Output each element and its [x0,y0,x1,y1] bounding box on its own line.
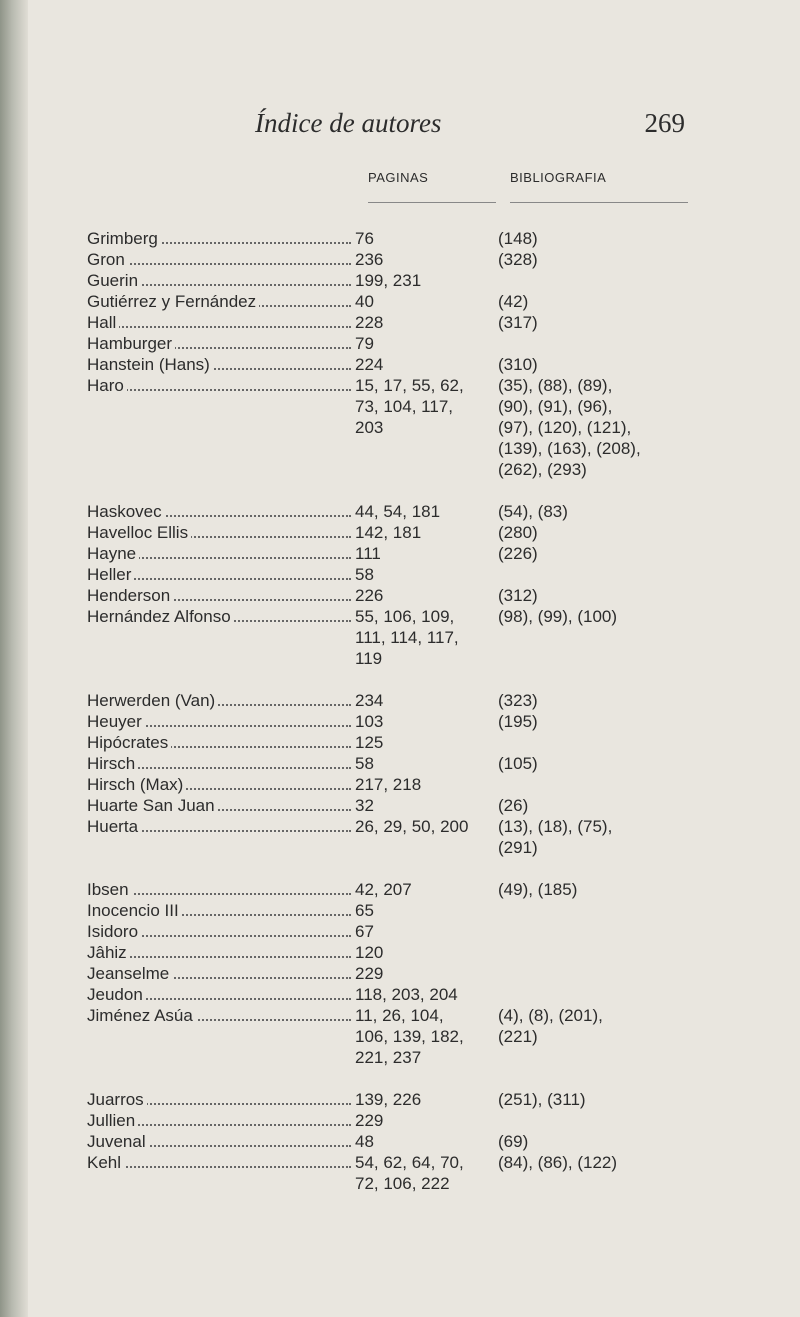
bibliography-references: (328) [498,250,538,269]
page-references: 42, 207 [355,880,412,899]
author-name: Herwerden (Van) [87,690,355,711]
page-references: 236 [355,250,384,269]
page-references: 55, 106, 109, 111, 114, 117, 119 [355,607,459,668]
page-references: 234 [355,691,384,710]
page-references: 125 [355,733,384,752]
index-entry [87,312,697,333]
page-references: 229 [355,1111,384,1130]
bibliography-references: (98), (99), (100) [498,607,618,626]
author-name: Hernández Alfonso [87,606,355,627]
page-references: 65 [355,901,374,920]
author-name: Jeudon [87,984,355,1005]
page-references: 229 [355,964,384,983]
index-entry [87,354,697,375]
bibliography-references: (84), (86), (122) [498,1153,618,1172]
author-name: Jeanselme [87,963,355,984]
bibliography-references: (54), (83) [498,502,568,521]
bibliography-references: (195) [498,712,538,731]
page-header [255,108,685,148]
bibliography-references: (105) [498,754,538,773]
author-name: Heller [87,564,355,585]
bibliography-references: (312) [498,586,538,605]
page-references: 54, 62, 64, 70, 72, 106, 222 [355,1153,464,1193]
page-references: 217, 218 [355,775,422,794]
index-entry [87,963,697,984]
page-references: 120 [355,943,384,962]
index-entry [87,795,697,816]
index-entry [87,1152,697,1194]
page-references: 228 [355,313,384,332]
author-name: Grimberg [87,228,355,249]
column-header-pages: PAGINAS [368,170,429,185]
index-entry [87,585,697,606]
page-references: 32 [355,796,374,815]
index-entry [87,1110,697,1131]
page-references: 103 [355,712,384,731]
bibliography-references: (4), (8), (201), (221) [498,1006,603,1046]
bibliography-references: (280) [498,523,538,542]
index-entry [87,774,697,795]
author-name: Juarros [87,1089,355,1110]
page-references: 11, 26, 104, 106, 139, 182, 221, 237 [355,1006,464,1067]
author-name: Haskovec [87,501,355,522]
index-entry [87,543,697,564]
page-references: 199, 231 [355,271,422,290]
author-name: Kehl [87,1152,355,1173]
bibliography-references: (317) [498,313,538,332]
page-references: 79 [355,334,374,353]
author-name: Haro [87,375,355,396]
dot-leader [87,1166,351,1168]
column-rule-pages [368,202,496,203]
index-entry [87,690,697,711]
index-entry [87,501,697,522]
page-references: 226 [355,586,384,605]
author-name: Hall [87,312,355,333]
bibliography-references: (49), (185) [498,880,578,899]
author-name: Jullien [87,1110,355,1131]
page-references: 15, 17, 55, 62, 73, 104, 117, 203 [355,376,464,437]
author-name: Hipócrates [87,732,355,753]
index-entry [87,291,697,312]
page-references: 111 [355,544,381,563]
author-name: Hirsch [87,753,355,774]
author-name: Ibsen [87,879,355,900]
bibliography-references: (13), (18), (75), (291) [498,817,613,857]
author-name: Huerta [87,816,355,837]
index-entry [87,228,697,249]
index-entry [87,921,697,942]
author-name: Hamburger [87,333,355,354]
author-name: Gutiérrez y Fernández [87,291,355,312]
author-name: Henderson [87,585,355,606]
bibliography-references: (310) [498,355,538,374]
index-entry [87,900,697,921]
page-number: 269 [644,108,685,138]
index-entry [87,879,697,900]
page-references: 58 [355,754,374,773]
index-entry [87,606,697,669]
author-name: Hayne [87,543,355,564]
index-entry [87,711,697,732]
bibliography-references: (35), (88), (89), (90), (91), (96), (97), (120), (121), (139), (163), (208), (262), (293) [498,376,641,479]
page-references: 40 [355,292,374,311]
author-name: Isidoro [87,921,355,942]
author-name: Hanstein (Hans) [87,354,355,375]
author-name: Juvenal [87,1131,355,1152]
page-references: 224 [355,355,384,374]
index-entry [87,375,697,480]
author-name: Guerin [87,270,355,291]
page-references: 44, 54, 181 [355,502,441,521]
index-entry [87,942,697,963]
index-entry [87,1131,697,1152]
book-gutter-shadow [0,0,28,1317]
author-name: Jiménez Asúa [87,1005,355,1026]
bibliography-references: (323) [498,691,538,710]
page-references: 26, 29, 50, 200 [355,817,469,836]
index-entry [87,1089,697,1110]
column-rule-bibliography [510,202,688,203]
index-entry [87,564,697,585]
author-name: Heuyer [87,711,355,732]
page-references: 67 [355,922,374,941]
author-name: Havelloc Ellis [87,522,355,543]
index-entry [87,753,697,774]
column-header-bibliography: BIBLIOGRAFIA [510,170,607,185]
index-entry [87,522,697,543]
author-name: Inocencio III [87,900,355,921]
index-entry [87,333,697,354]
bibliography-references: (251), (311) [498,1090,586,1109]
author-index [87,228,697,1194]
page-references: 76 [355,229,374,248]
bibliography-references: (148) [498,229,538,248]
page-references: 139, 226 [355,1090,422,1109]
author-name: Gron [87,249,355,270]
page-references: 118, 203, 204 [355,985,458,1004]
page-references: 48 [355,1132,374,1151]
bibliography-references: (226) [498,544,538,563]
index-entry [87,984,697,1005]
index-entry [87,1005,697,1068]
author-name: Hirsch (Max) [87,774,355,795]
running-title: Índice de autores [255,108,442,138]
bibliography-references: (69) [498,1132,529,1151]
page-references: 142, 181 [355,523,422,542]
author-name: Jâhiz [87,942,355,963]
bibliography-references: (26) [498,796,529,815]
page-references: 58 [355,565,374,584]
index-entry [87,816,697,858]
index-entry [87,249,697,270]
bibliography-references: (42) [498,292,529,311]
index-entry [87,270,697,291]
author-name: Huarte San Juan [87,795,355,816]
dot-leader [87,326,351,328]
index-entry [87,732,697,753]
